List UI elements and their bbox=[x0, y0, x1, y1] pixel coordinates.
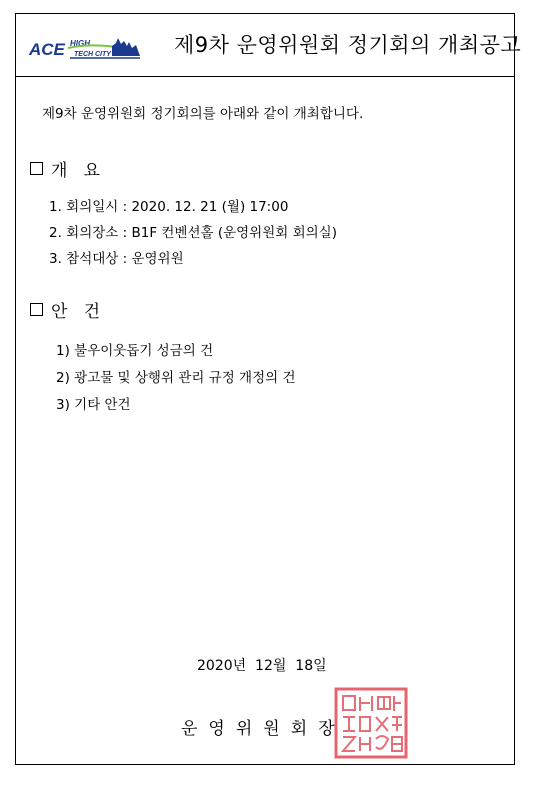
notice-frame bbox=[15, 13, 522, 765]
agenda-item-3: 3) 기타 안건 bbox=[56, 397, 131, 413]
overview-item-location: 2. 회의장소 : B1F 컨벤션홀 (운영위원회 회의실) bbox=[49, 225, 337, 241]
checkbox-square-icon bbox=[30, 303, 43, 316]
checkbox-square-icon bbox=[30, 162, 43, 175]
signer-title: 운영위원회장 bbox=[181, 719, 346, 739]
notice-header bbox=[16, 14, 522, 77]
agenda-item-2: 2) 광고물 및 상행위 관리 규정 개정의 건 bbox=[56, 370, 296, 386]
overview-item-datetime: 1. 회의일시 : 2020. 12. 21 (월) 17:00 bbox=[49, 199, 289, 215]
overview-item-attendees: 3. 참석대상 : 운영위원 bbox=[49, 251, 184, 267]
intro-text: 제9차 운영위원회 정기회의를 아래와 같이 개최합니다. bbox=[42, 106, 364, 122]
notice-title: 제9차 운영위원회 정기회의 개최공고 bbox=[174, 33, 522, 57]
agenda-item-1: 1) 불우이웃돕기 성금의 건 bbox=[56, 343, 214, 359]
overview-heading bbox=[30, 156, 100, 181]
notice-date: 2020년 12월 18일 bbox=[197, 658, 327, 674]
ace-hightech-city-logo bbox=[28, 34, 146, 62]
agenda-heading-label: 안 건 bbox=[51, 302, 101, 322]
logo-main-text: ACE bbox=[29, 40, 65, 59]
agenda-heading bbox=[30, 297, 100, 322]
logo-sub-text-2: TECH CITY bbox=[74, 51, 111, 58]
logo-sub-text-1: HIGH bbox=[70, 39, 90, 48]
overview-heading-label: 개 요 bbox=[51, 161, 101, 181]
building-skyline-icon bbox=[112, 38, 140, 56]
